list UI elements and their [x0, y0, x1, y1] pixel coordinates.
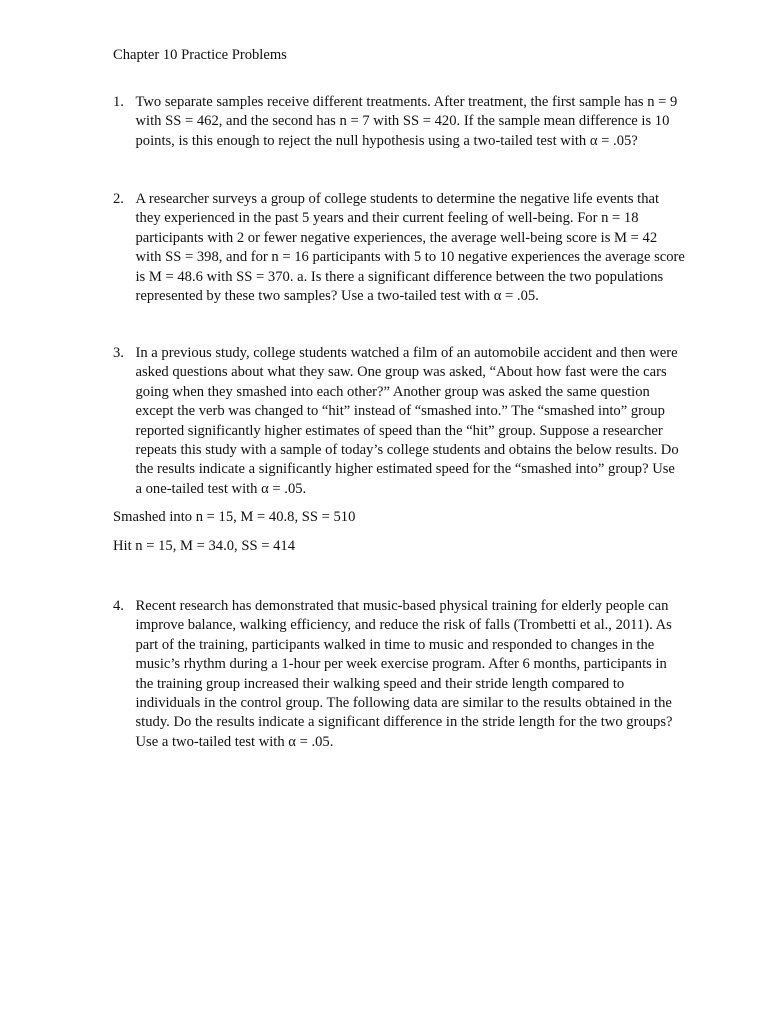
hit-data: Hit n = 15, M = 34.0, SS = 414 [113, 538, 296, 554]
problem-number: 2. [113, 191, 124, 207]
problem-text: In a previous study, college students watched a film of an automobile accident and then were asked questions about what they saw. One group was asked, “About how fast were the cars going when they smashed into each other?” Another group was asked the same question except the verb was changed to “hit” instead of “smashed into.” The “smashed into” group reported significantly higher estimates of speed than the “hit” group. Suppose a researcher repeats this study with a sample of today’s college students and obtains the below results. Do the results indicate a significantly higher estimated speed for the “smashed into” group? Use a one-tailed test with α = .05. [135, 345, 679, 497]
document-title: Chapter 10 Practice Problems [113, 47, 287, 63]
problem-text: A researcher surveys a group of college students to determine the negative life events that they experienced in the past 5 years and their current feeling of well-being. For n = 18 participants with 2 or fewer negative experiences, the average well-being score is M = 42 with SS = 398, and for n = 16 participants with 5 to 10 negative experiences the average score is M = 48.6 with SS = 370. a. Is there a significant difference between the two populations represented by these two samples? Use a two-tailed test with α = .05. [135, 191, 685, 305]
problem-number: 3. [113, 345, 124, 361]
problem-1 [113, 93, 685, 151]
problem-text: Two separate samples receive different treatments. After treatment, the first sample has n = 9 with SS = 462, and the second has n = 7 with SS = 420. If the sample mean difference is 10 points, is this enough to reject the null hypothesis using a two-tailed test with α = .05? [135, 94, 678, 149]
problem-number: 1. [113, 94, 124, 110]
problem-4 [113, 597, 685, 752]
problem-3 [113, 344, 685, 499]
problem-number: 4. [113, 598, 124, 614]
problem-2 [113, 190, 685, 306]
problem-text: Recent research has demonstrated that music-based physical training for elderly people can improve balance, walking efficiency, and reduce the risk of falls (Trombetti et al., 2011). As part of the training, participants walked in time to music and responded to changes in the music’s rhythm during a 1-hour per week exercise program. After 6 months, participants in the training group increased their walking speed and their stride length compared to individuals in the control group. The following data are similar to the results obtained in the study. Do the results indicate a significant difference in the stride length for the two groups? Use a two-tailed test with α = .05. [135, 598, 673, 750]
smashed-into-data: Smashed into n = 15, M = 40.8, SS = 510 [113, 509, 356, 525]
